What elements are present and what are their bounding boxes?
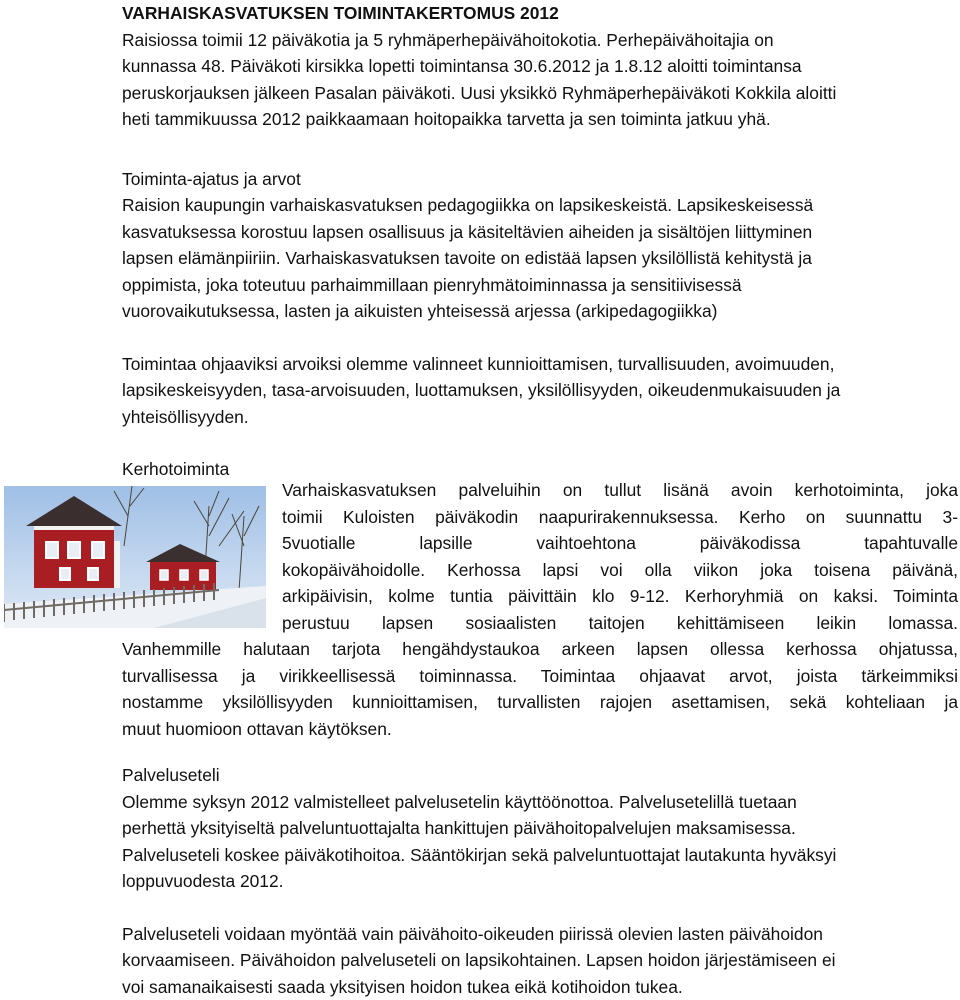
palveluseteli-line: voi samanaikaisesti saada yksityisen hoidon tukea eikä kotihoidon tukea. — [122, 974, 958, 1000]
kerho-line: Varhaiskasvatuksen palveluihin on tullut lisänä avoin kerhotoiminta, joka — [282, 477, 958, 504]
intro-paragraph — [122, 27, 958, 133]
palveluseteli-line: perhettä yksityiseltä palveluntuottajalta hankittujen päivähoitopalvelujen maksamisessa. — [122, 815, 958, 842]
palveluseteli-line: Palveluseteli voidaan myöntää vain päivähoito-oikeuden piirissä olevien lasten päivähoidon — [122, 921, 958, 948]
kerho-line: perustuu lapsen sosiaalisten taitojen kehittämiseen leikin lomassa. — [282, 610, 958, 637]
palveluseteli-line: Olemme syksyn 2012 valmistelleet palvelusetelin käyttöönottoa. Palvelusetelillä tuetaan — [122, 789, 958, 816]
red-house-photo — [4, 486, 266, 628]
intro-line: heti tammikuussa 2012 paikkaamaan hoitopaikka tarvetta ja sen toiminta jatkuu yhä. — [122, 106, 958, 133]
toiminta-line: oppimista, joka toteutuu parhaimmillaan pienryhmätoiminnassa ja sensitiivisessä — [122, 272, 958, 299]
kerho-line: 5vuotialle lapsille vaihtoehtona päiväkodissa tapahtuvalle — [282, 530, 958, 557]
kerho-line: turvallisessa ja virikkeellisessä toiminnassa. Toimintaa ohjaavat arvot, joista tärkeimmiksi — [122, 663, 958, 690]
document-heading: VARHAISKASVATUKSEN TOIMINTAKERTOMUS 2012 — [122, 0, 958, 27]
kerho-line: kokopäivähoidolle. Kerhossa lapsi voi olla viikon joka toisena päivänä, — [282, 557, 958, 584]
kerho-float-paragraph — [282, 477, 958, 636]
toiminta-line: Raision kaupungin varhaiskasvatuksen pedagogiikka on lapsikeskeistä. Lapsikeskeisessä — [122, 192, 958, 219]
kerho-line: nostamme yksilöllisyyden kunnioittamisen, turvallisten rajojen asettamisen, sekä kohteliaan ja — [122, 689, 958, 716]
intro-line: kunnassa 48. Päiväkoti kirsikka lopetti toimintansa 30.6.2012 ja 1.8.12 aloitti toimintansa — [122, 53, 958, 80]
kerho-line: arkipäivisin, kolme tuntia päivittäin klo 9-12. Kerhoryhmiä on kaksi. Toiminta — [282, 583, 958, 610]
palveluseteli-line: loppuvuodesta 2012. — [122, 868, 958, 895]
document-page — [122, 0, 958, 483]
palveluseteli-section — [122, 762, 958, 1000]
arvot-line: lapsikeskeisyyden, tasa-arvoisuuden, luottamuksen, yksilöllisyyden, oikeudenmukaisuuden ja — [122, 377, 958, 404]
toiminta-line: lapsen elämänpiiriin. Varhaiskasvatuksen tavoite on edistää lapsen yksilöllistä kehitystä ja — [122, 245, 958, 272]
toiminta-line: kasvatuksessa korostuu lapsen osallisuus ja käsiteltävien aiheiden ja sisältöjen liittyminen — [122, 219, 958, 246]
toiminta-line: vuorovaikutuksessa, lasten ja aikuisten yhteisessä arjessa (arkipedagogiikka) — [122, 298, 958, 325]
kerho-line: muut huomioon ottavan käytöksen. — [122, 716, 958, 743]
kerho-line: toimii Kuloisten päiväkodin naapurirakennuksessa. Kerho on suunnattu 3- — [282, 504, 958, 531]
section-title-palveluseteli: Palveluseteli — [122, 762, 958, 789]
toiminta-paragraph — [122, 192, 958, 325]
arvot-line: yhteisöllisyyden. — [122, 404, 958, 431]
palveluseteli-line: korvaamiseen. Päivähoidon palveluseteli on lapsikohtainen. Lapsen hoidon järjestämiseen ei — [122, 947, 958, 974]
section-title-kerhotoiminta: Kerhotoiminta — [122, 456, 958, 483]
kerho-below-paragraph — [122, 636, 958, 742]
section-title-toiminta: Toiminta-ajatus ja arvot — [122, 166, 958, 193]
arvot-line: Toimintaa ohjaaviksi arvoiksi olemme valinneet kunnioittamisen, turvallisuuden, avoimuuden, — [122, 351, 958, 378]
palveluseteli-line: Palveluseteli koskee päiväkotihoitoa. Sääntökirjan sekä palveluntuottajat lautakunta hyväksyi — [122, 842, 958, 869]
intro-line: peruskorjauksen jälkeen Pasalan päiväkoti. Uusi yksikkö Ryhmäperhepäiväkoti Kokkila aloitti — [122, 80, 958, 107]
intro-line: Raisiossa toimii 12 päiväkotia ja 5 ryhmäperhepäivähoitokotia. Perhepäivähoitajia on — [122, 27, 958, 54]
red-house-illustration — [4, 486, 266, 628]
arvot-paragraph — [122, 351, 958, 431]
kerho-line: Vanhemmille halutaan tarjota hengähdystaukoa arkeen lapsen ollessa kerhossa ohjatussa, — [122, 636, 958, 663]
